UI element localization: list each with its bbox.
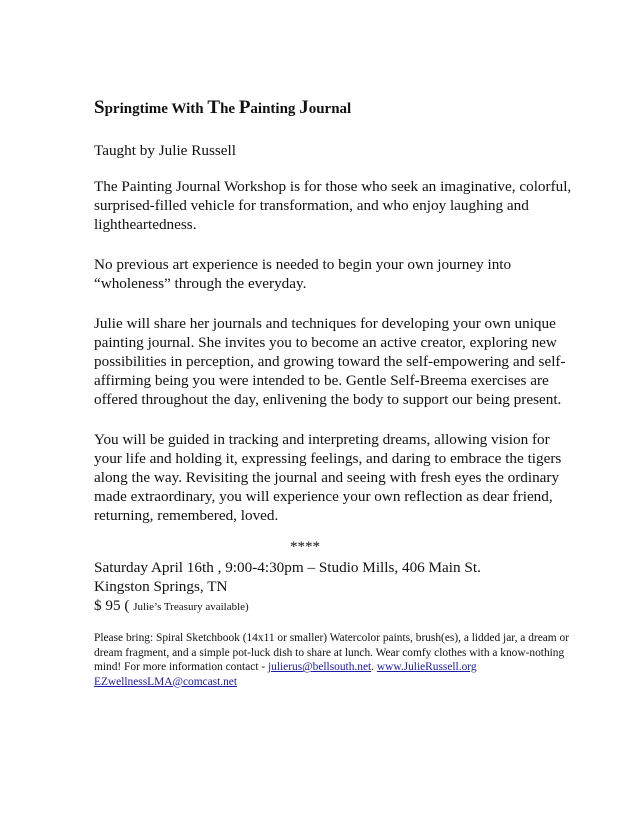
experience-paragraph: No previous art experience is needed to begin your own journey into “wholeness” through the everyday. [94, 256, 512, 292]
email-link-julierus[interactable]: julierus@bellsouth.net [267, 661, 372, 673]
event-city: Kingston Springs, TN [94, 578, 228, 595]
price-amount: $ 95 [94, 597, 121, 614]
intro-paragraph: The Painting Journal Workshop is for those who seek an imaginative, colorful, surprised-filled vehicle for transformation, and who enjoy laughing and lightheartedness. [94, 178, 572, 233]
flyer-content [94, 98, 574, 700]
section-separator: **** [290, 539, 320, 555]
event-price [94, 596, 574, 617]
supplies-text: Please bring: Spiral Sketchbook (14x11 or smaller) Watercolor paints, brush(es), a lidded jar, a dream or dream fragment, and a simple pot-luck dish to share at lunch. Wear comfy clothes with a know-nothing mind! For more information contact - [94, 632, 570, 673]
title-initial: S [94, 97, 105, 118]
title-word: With [171, 101, 204, 117]
website-link[interactable]: www.JulieRussell.org [376, 661, 477, 673]
techniques-paragraph: Julie will share her journals and techniques for developing your own unique painting journal. She invites you to become an active creator, exploring new possibilities in perception, and growing toward the self-empowering and self-affirming being you were intended to be. Gentle Self-Breema exercises are offered throughout the day, enlivening the body to support our being present. [94, 315, 566, 408]
dreams-paragraph: You will be guided in tracking and interpreting dreams, allowing vision for your life and holding it, expressing feelings, and daring to embrace the tigers along the way. Revisiting the journal and seeing with fresh eyes the ordinary made extraordinary, you will experience your own reflection as dear friend, returning, remembered, loved. [94, 431, 562, 524]
instructor-line: Taught by Julie Russell [94, 142, 236, 159]
link-separator: . [371, 661, 377, 673]
title-initial: T [207, 97, 221, 118]
price-paren: ( [120, 597, 134, 614]
title-word: he [220, 101, 236, 117]
title-word: pringtime [104, 101, 168, 117]
flyer-title [94, 98, 574, 119]
title-word: ournal [308, 101, 352, 117]
price-note: Julie’s Treasury available) [133, 601, 249, 613]
supplies-paragraph [94, 631, 574, 689]
email-link-ezwellness[interactable]: EZwellnessLMA@comcast.net [94, 675, 238, 688]
title-initial: P [238, 97, 251, 118]
title-initial: J [299, 97, 309, 118]
title-word: ainting [250, 101, 296, 117]
event-date-location: Saturday April 16th , 9:00-4:30pm – Studio Mills, 406 Main St. [94, 559, 481, 576]
